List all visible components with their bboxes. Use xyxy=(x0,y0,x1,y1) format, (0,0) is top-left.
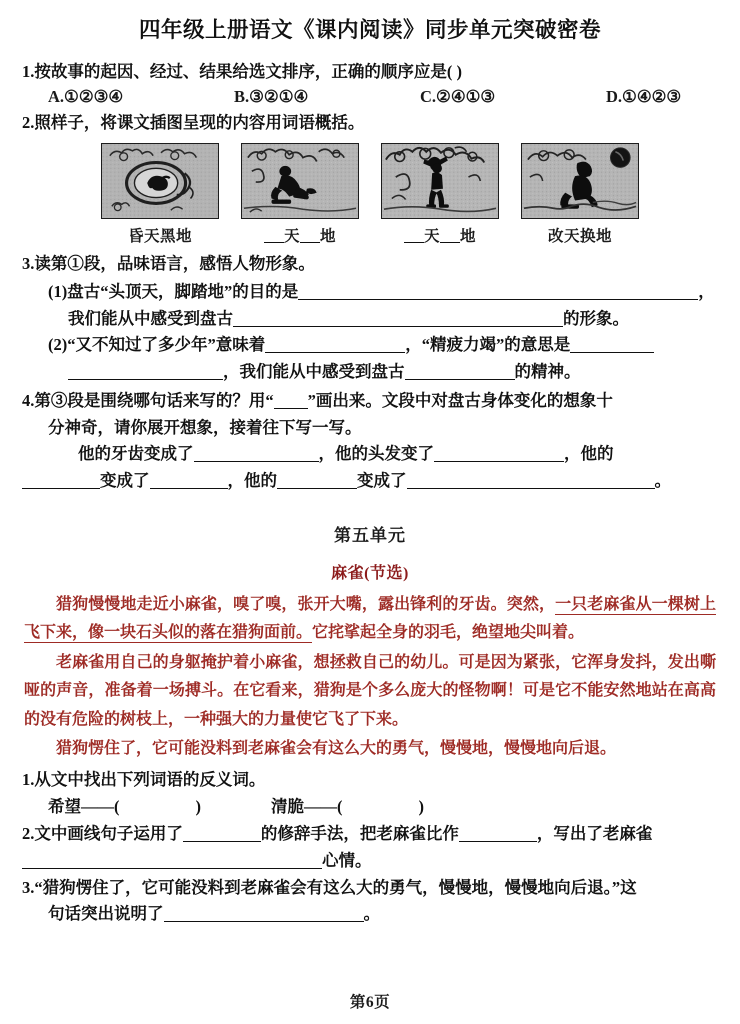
passage-underlined-sentence: 一只老麻雀从一棵树上飞下来，像一块石头似的落在猎狗面前。 xyxy=(24,595,716,642)
q4-text-b: ”画出来。文段中对盘古身体变化的想象十 xyxy=(307,390,613,410)
antonym-close-1: ) xyxy=(195,797,201,817)
question-3-2-line-2 xyxy=(22,359,718,386)
answer-blank[interactable] xyxy=(164,907,364,922)
reading-question-1 xyxy=(22,768,718,793)
page-title: 四年级上册语文《课内阅读》同步单元突破密卷 xyxy=(138,18,601,42)
passage-paragraph-3: 猎狗愣住了，它可能没料到老麻雀会有这么大的勇气，慢慢地，慢慢地向后退。 xyxy=(56,740,617,758)
q4-ans-c: ，他的 xyxy=(564,444,614,464)
question-4-answer-line-2 xyxy=(22,468,718,495)
unit-heading: 第五单元 xyxy=(334,525,406,545)
antonym-close-2: ) xyxy=(418,797,424,817)
q3-1-text-b: ， xyxy=(698,282,715,302)
caption-char-2: 地 xyxy=(320,228,337,246)
reading-question-1-text: 从文中找出下列词语的反义词。 xyxy=(34,769,266,789)
answer-blank[interactable] xyxy=(22,854,322,869)
q4-text-c: 分神奇，请你展开想象，接着往下写一写。 xyxy=(48,417,362,437)
rq3-text-c: 。 xyxy=(363,904,380,924)
answer-blank[interactable] xyxy=(233,312,563,327)
picture-chaos-egg xyxy=(101,143,219,219)
antonym-word-2: 清脆——( xyxy=(271,797,343,817)
illustration-row xyxy=(22,143,718,246)
question-1-number: 1. xyxy=(22,61,35,81)
q3-1-text-d: 的形象。 xyxy=(563,308,629,328)
illustration-caption-1: 昏天黑地 xyxy=(127,228,192,246)
answer-blank[interactable] xyxy=(407,474,655,489)
q3-1-text-c: 我们能从中感受到盘古 xyxy=(68,308,233,328)
underline-mark xyxy=(274,394,308,409)
picture-pangu-transform xyxy=(521,143,639,219)
passage-p1-before: 猎狗慢慢地走近小麻雀，嗅了嗅，张开大嘴，露出锋利的牙齿。突然， xyxy=(56,595,556,613)
question-3-1-line-1 xyxy=(22,279,718,306)
question-2-text: 照样子，将课文插图呈现的内容用词语概括。 xyxy=(34,112,365,132)
question-1-text: 按故事的起因、经过、结果给选文排序，正确的顺序应是( ) xyxy=(34,61,462,81)
illustration-cell-2 xyxy=(241,143,359,246)
answer-blank[interactable] xyxy=(570,338,654,353)
answer-blank[interactable] xyxy=(194,447,319,462)
question-4-number: 4. xyxy=(22,390,35,410)
answer-blank[interactable] xyxy=(405,365,515,380)
rq2-text-c: ，写出了老麻雀 xyxy=(536,824,653,844)
question-3-2-line-1 xyxy=(22,332,718,359)
illustration-caption-2 xyxy=(241,224,359,246)
caption-char-1: 天 xyxy=(283,228,300,246)
passage-p1-after: 它挓挲起全身的羽毛，绝望地尖叫着。 xyxy=(312,624,585,642)
q4-ans-b: ，他的头发变了 xyxy=(318,444,434,464)
answer-blank[interactable] xyxy=(298,285,698,300)
answer-blank[interactable] xyxy=(22,474,100,489)
q4-ans-e: ，他的 xyxy=(227,471,277,491)
question-4-line-1 xyxy=(22,388,718,415)
answer-blank[interactable] xyxy=(183,827,261,842)
antonym-row xyxy=(22,794,718,821)
answer-blank[interactable] xyxy=(434,447,564,462)
page-number: 第6页 xyxy=(349,994,391,1011)
reading-passage xyxy=(22,591,718,764)
illustration-caption-3 xyxy=(381,224,499,246)
question-3-number: 3. xyxy=(22,254,35,274)
q4-text-a: 第③段是围绕哪句话来写的？用“ xyxy=(34,390,274,410)
question-1 xyxy=(22,60,718,85)
answer-blank[interactable] xyxy=(68,365,223,380)
antonym-word-1: 希望——( xyxy=(48,797,120,817)
q3-1-label: (1) xyxy=(48,282,68,302)
option-a[interactable]: A.①②③④ xyxy=(48,86,124,106)
reading-question-3-line-1 xyxy=(22,875,718,902)
answer-blank[interactable] xyxy=(277,474,357,489)
q4-ans-d: 变成了 xyxy=(100,471,150,491)
illustration-cell-1 xyxy=(101,143,219,246)
q4-ans-a: 他的牙齿变成了 xyxy=(78,444,194,464)
question-3-text: 读第①段，品味语言，感悟人物形象。 xyxy=(34,254,315,274)
reading-question-3-number: 3. xyxy=(22,877,35,897)
caption-blank[interactable] xyxy=(440,242,460,243)
q4-ans-g: 。 xyxy=(654,471,671,491)
caption-char-1: 天 xyxy=(423,228,440,246)
question-2-number: 2. xyxy=(22,112,35,132)
passage-title: 麻雀(节选) xyxy=(331,564,409,582)
reading-question-2-number: 2. xyxy=(22,824,35,844)
reading-question-2-line-1 xyxy=(22,821,718,848)
q4-ans-f: 变成了 xyxy=(357,471,407,491)
picture-pangu-separating xyxy=(381,143,499,219)
passage-paragraph-1 xyxy=(24,591,716,648)
rq2-text-a: 文中画线句子运用了 xyxy=(34,824,183,844)
question-4-answer-line-1 xyxy=(22,441,718,468)
q3-2-label: (2) xyxy=(48,335,68,355)
passage-paragraph-2: 老麻雀用自己的身躯掩护着小麻雀，想拯救自己的幼儿。可是因为紧张，它浑身发抖，发出嘶哑的声音，准备着一场搏斗。在它看来，猎狗是个多么庞大的怪物啊！可是它不能安然地站在高高的没有危险的树枝上，一种强大的力量使它飞了下来。 xyxy=(24,653,716,728)
caption-blank[interactable] xyxy=(264,242,284,243)
reading-question-1-number: 1. xyxy=(22,769,35,789)
illustration-caption-4: 改天换地 xyxy=(547,228,612,246)
caption-blank[interactable] xyxy=(300,242,320,243)
answer-blank[interactable] xyxy=(265,338,405,353)
rq3-text-a: “猎狗愣住了，它可能没料到老麻雀会有这么大的勇气，慢慢地，慢慢地向后退。”这 xyxy=(34,877,637,897)
caption-blank[interactable] xyxy=(404,242,424,243)
q3-2-text-b: ，“精疲力竭”的意思是 xyxy=(405,335,571,355)
q3-1-text-a: 盘古“头顶天，脚踏地”的目的是 xyxy=(67,282,299,302)
answer-blank[interactable] xyxy=(459,827,537,842)
rq2-text-b: 的修辞手法，把老麻雀比作 xyxy=(260,824,459,844)
q3-2-text-c: ，我们能从中感受到盘古 xyxy=(223,362,405,382)
rq2-text-d: 心情。 xyxy=(322,850,372,870)
option-b[interactable]: B.③②①④ xyxy=(234,86,309,106)
illustration-cell-4 xyxy=(521,143,639,246)
answer-blank[interactable] xyxy=(150,474,228,489)
question-3 xyxy=(22,252,718,277)
illustration-cell-3 xyxy=(381,143,499,246)
option-d[interactable]: D.①④②③ xyxy=(606,86,682,106)
question-1-options xyxy=(22,87,718,107)
caption-char-2: 地 xyxy=(460,228,477,246)
rq3-text-b: 句话突出说明了 xyxy=(48,904,164,924)
q3-2-text-a: “又不知过了多少年”意味着 xyxy=(67,335,266,355)
question-3-1-line-2 xyxy=(22,306,718,333)
reading-question-2-line-2 xyxy=(22,848,718,875)
q3-2-text-d: 的精神。 xyxy=(514,362,581,382)
question-2 xyxy=(22,111,718,136)
option-c[interactable]: C.②④①③ xyxy=(420,86,496,106)
question-4-line-2 xyxy=(22,415,718,442)
picture-pangu-rising xyxy=(241,143,359,219)
reading-question-3-line-2 xyxy=(22,901,718,928)
